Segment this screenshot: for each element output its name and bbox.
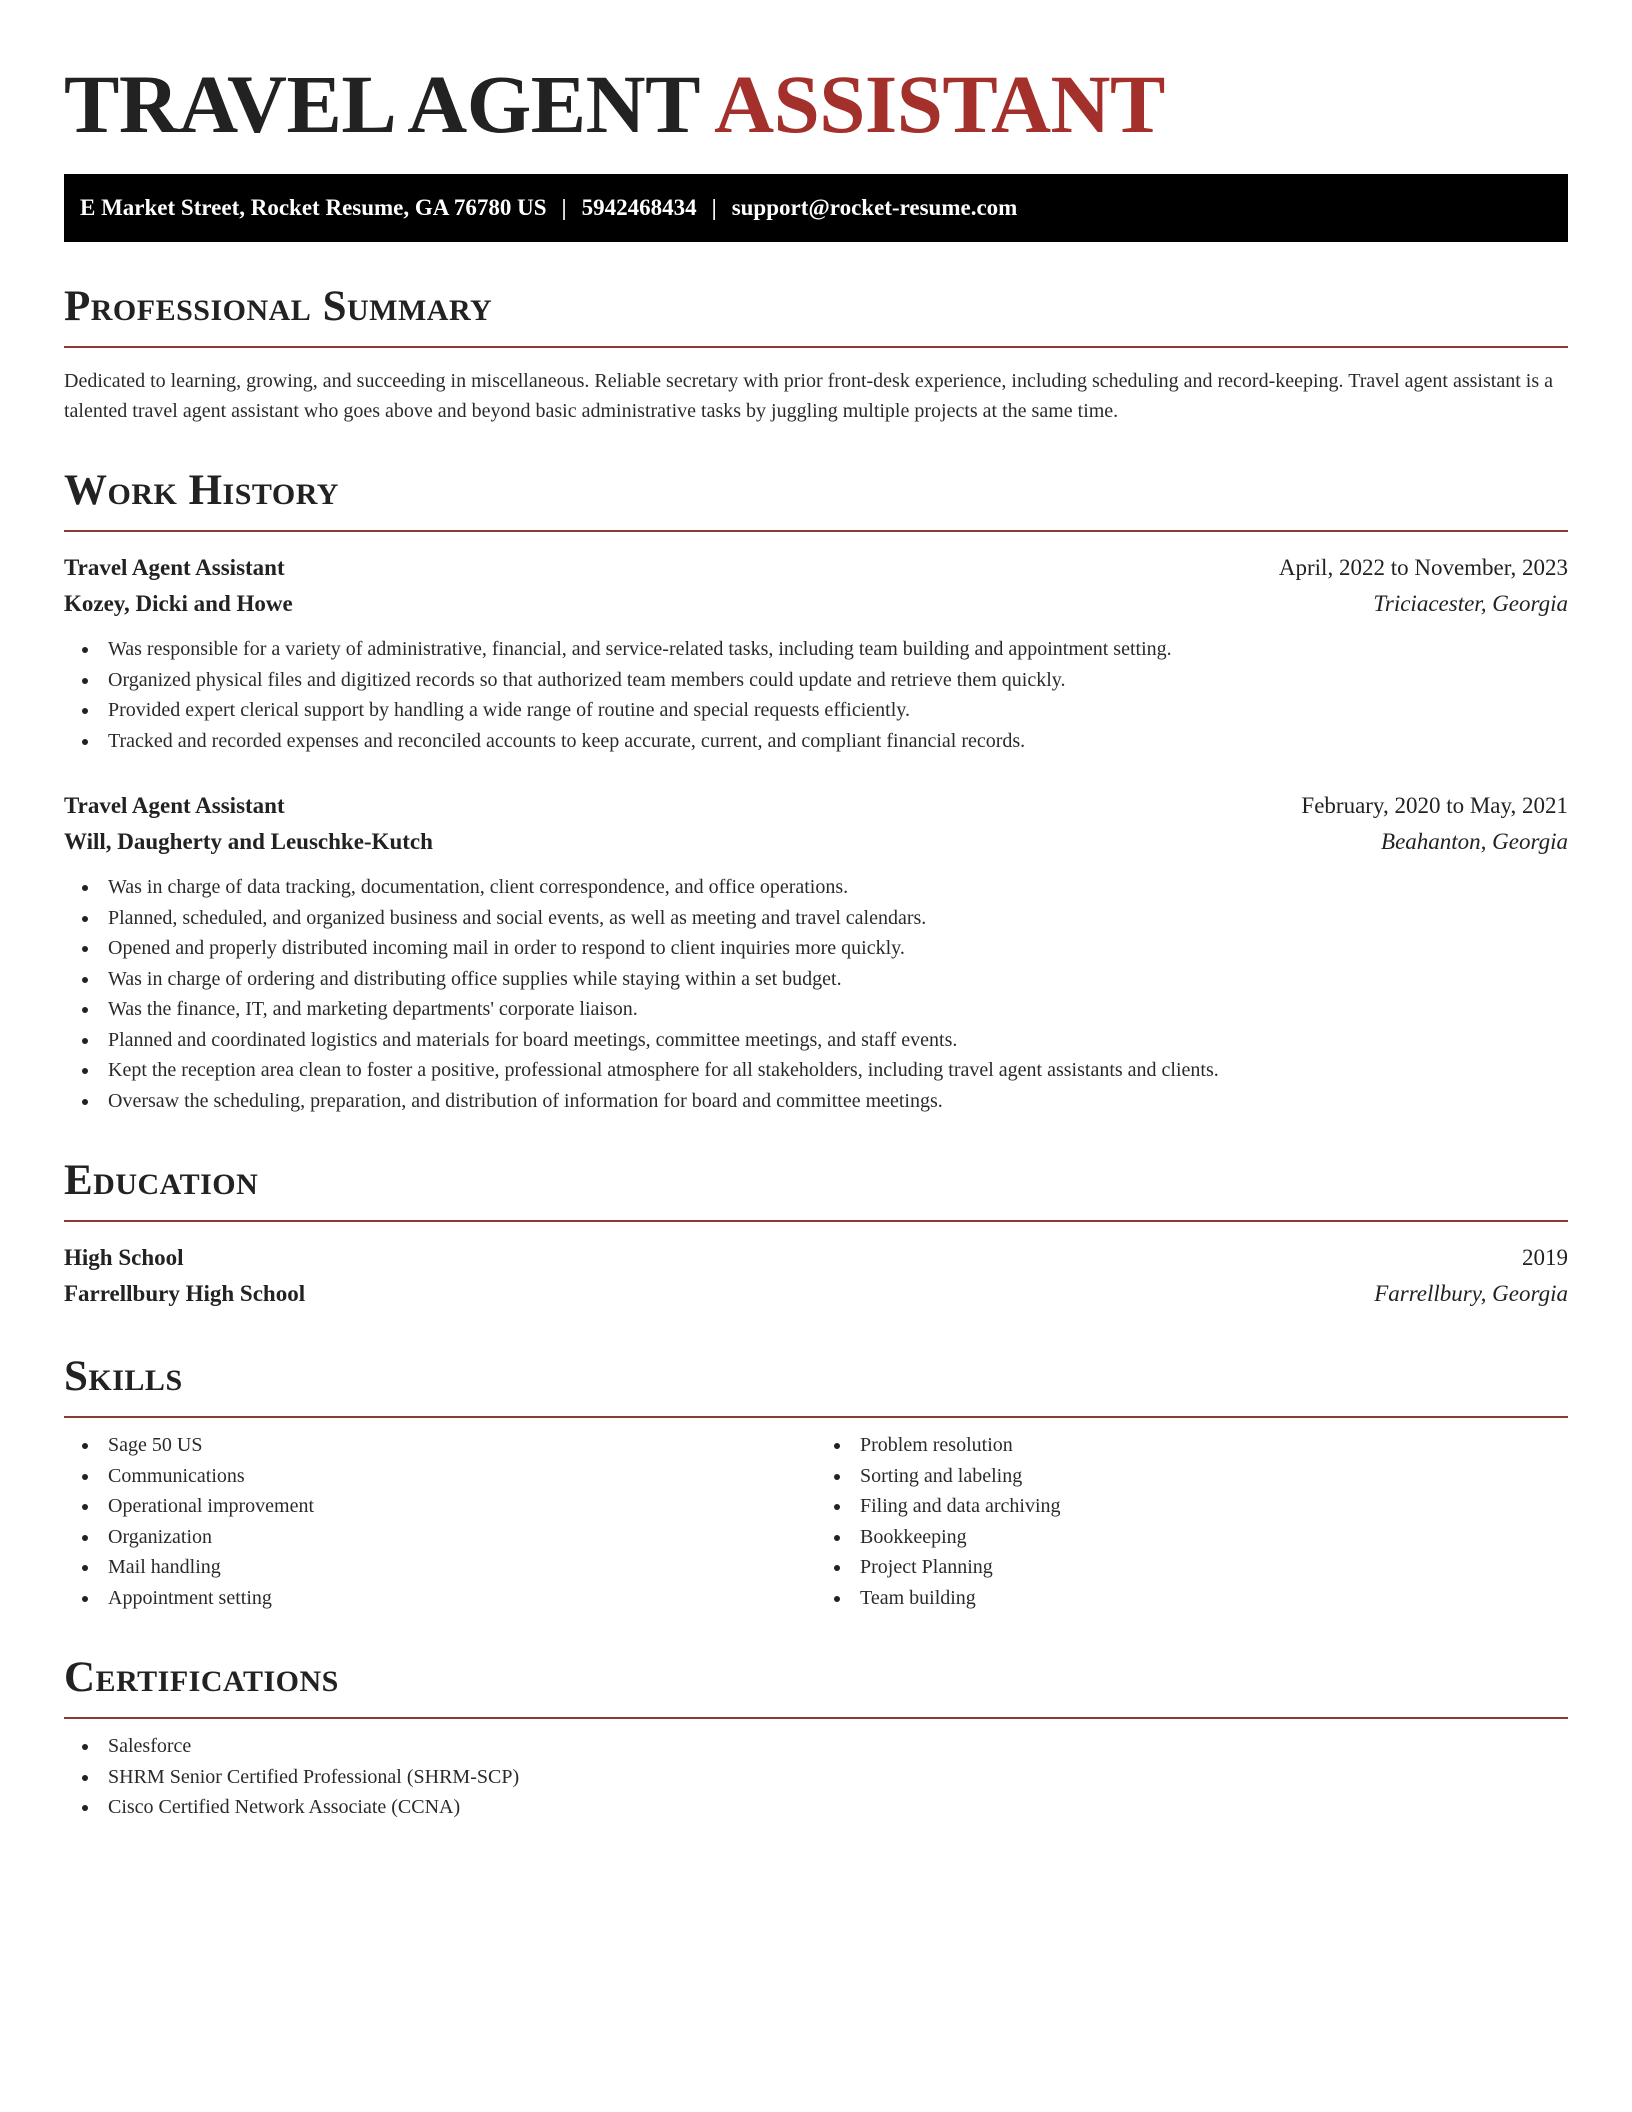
job-dates: April, 2022 to November, 2023: [1278, 555, 1568, 580]
list-item: Planned and coordinated logistics and materials for board meetings, committee meetings, and staff events.: [64, 1025, 1568, 1056]
job-entry: [64, 788, 1568, 1116]
list-item: Sage 50 US: [64, 1430, 816, 1461]
section-divider: [64, 530, 1568, 532]
contact-email: support@rocket-resume.com: [731, 195, 1018, 220]
list-item: Appointment setting: [64, 1583, 816, 1614]
job-bullets: [64, 634, 1568, 756]
list-item: Provided expert clerical support by handling a wide range of routine and special requests efficiently.: [64, 695, 1568, 726]
job-company: Kozey, Dicki and Howe: [64, 591, 293, 616]
list-item: Organization: [64, 1522, 816, 1553]
list-item: Was responsible for a variety of administrative, financial, and service-related tasks, including team building and appointment setting.: [64, 634, 1568, 665]
job-title: Travel Agent Assistant: [64, 793, 285, 818]
summary-text: Dedicated to learning, growing, and succeeding in miscellaneous. Reliable secretary with prior front-desk experience, including scheduling and record-keeping. Travel agent assistant is a talented travel agent assistant who goes above and beyond basic administrative tasks by juggling multiple projects at the same time.: [64, 370, 1553, 422]
list-item: Was the finance, IT, and marketing departments' corporate liaison.: [64, 994, 1568, 1025]
job-header-row: [64, 788, 1568, 824]
skills-grid: [64, 1430, 1568, 1613]
list-item: Planned, scheduled, and organized business and social events, as well as meeting and travel calendars.: [64, 903, 1568, 934]
skills-title: Skills: [64, 1353, 183, 1400]
section-divider: [64, 1220, 1568, 1222]
job-company-row: [64, 586, 1568, 622]
job-dates: February, 2020 to May, 2021: [1301, 793, 1568, 818]
work-history-section: [64, 466, 1568, 1116]
list-item: Operational improvement: [64, 1491, 816, 1522]
list-item: Mail handling: [64, 1552, 816, 1583]
list-item: Bookkeeping: [816, 1522, 1568, 1553]
list-item: Filing and data archiving: [816, 1491, 1568, 1522]
education-year: 2019: [1522, 1245, 1568, 1270]
list-item: Cisco Certified Network Associate (CCNA): [64, 1792, 1568, 1823]
list-item: Oversaw the scheduling, preparation, and distribution of information for board and committee meetings.: [64, 1086, 1568, 1117]
skills-list-left: [64, 1430, 816, 1613]
list-item: Salesforce: [64, 1731, 1568, 1762]
section-divider: [64, 346, 1568, 348]
education-title: Education: [64, 1157, 259, 1204]
contact-phone: 5942468434: [581, 195, 697, 220]
resume-name: [64, 58, 1568, 150]
education-degree: High School: [64, 1245, 184, 1270]
contact-separator: |: [711, 195, 717, 220]
section-divider: [64, 1717, 1568, 1719]
job-header-row: [64, 550, 1568, 586]
education-location: Farrellbury, Georgia: [1374, 1281, 1568, 1306]
contact-address: E Market Street, Rocket Resume, GA 76780 US: [80, 195, 547, 220]
list-item: SHRM Senior Certified Professional (SHRM-SCP): [64, 1762, 1568, 1793]
list-item: Project Planning: [816, 1552, 1568, 1583]
job-bullets: [64, 872, 1568, 1116]
education-section: [64, 1156, 1568, 1312]
list-item: Problem resolution: [816, 1430, 1568, 1461]
job-entry: [64, 550, 1568, 756]
certifications-list: [64, 1731, 1568, 1823]
contact-separator: |: [561, 195, 567, 220]
list-item: Was in charge of ordering and distributing office supplies while staying within a set budget.: [64, 964, 1568, 995]
list-item: Organized physical files and digitized records so that authorized team members could update and retrieve them quickly.: [64, 665, 1568, 696]
section-divider: [64, 1416, 1568, 1418]
contact-bar: [64, 174, 1568, 242]
job-location: Beahanton, Georgia: [1381, 829, 1568, 854]
job-company-row: [64, 824, 1568, 860]
list-item: Was in charge of data tracking, documentation, client correspondence, and office operations.: [64, 872, 1568, 903]
list-item: Communications: [64, 1461, 816, 1492]
work-history-title: Work History: [64, 467, 339, 514]
skills-list-right: [816, 1430, 1568, 1613]
certifications-section: [64, 1653, 1568, 1823]
name-accent: ASSISTANT: [714, 58, 1165, 150]
summary-section: [64, 282, 1568, 426]
certifications-title: Certifications: [64, 1654, 339, 1701]
education-school-row: [64, 1276, 1568, 1312]
list-item: Kept the reception area clean to foster a positive, professional atmosphere for all stakeholders, including travel agent assistants and clients.: [64, 1055, 1568, 1086]
name-main: TRAVEL AGENT: [64, 58, 699, 150]
education-header-row: [64, 1240, 1568, 1276]
list-item: Sorting and labeling: [816, 1461, 1568, 1492]
skills-section: [64, 1352, 1568, 1613]
job-title: Travel Agent Assistant: [64, 555, 285, 580]
list-item: Team building: [816, 1583, 1568, 1614]
education-entry: [64, 1240, 1568, 1312]
list-item: Tracked and recorded expenses and reconciled accounts to keep accurate, current, and compliant financial records.: [64, 726, 1568, 757]
education-school: Farrellbury High School: [64, 1281, 306, 1306]
job-location: Triciacester, Georgia: [1373, 591, 1568, 616]
job-company: Will, Daugherty and Leuschke-Kutch: [64, 829, 433, 854]
summary-title: Professional Summary: [64, 283, 493, 330]
list-item: Opened and properly distributed incoming mail in order to respond to client inquiries more quickly.: [64, 933, 1568, 964]
